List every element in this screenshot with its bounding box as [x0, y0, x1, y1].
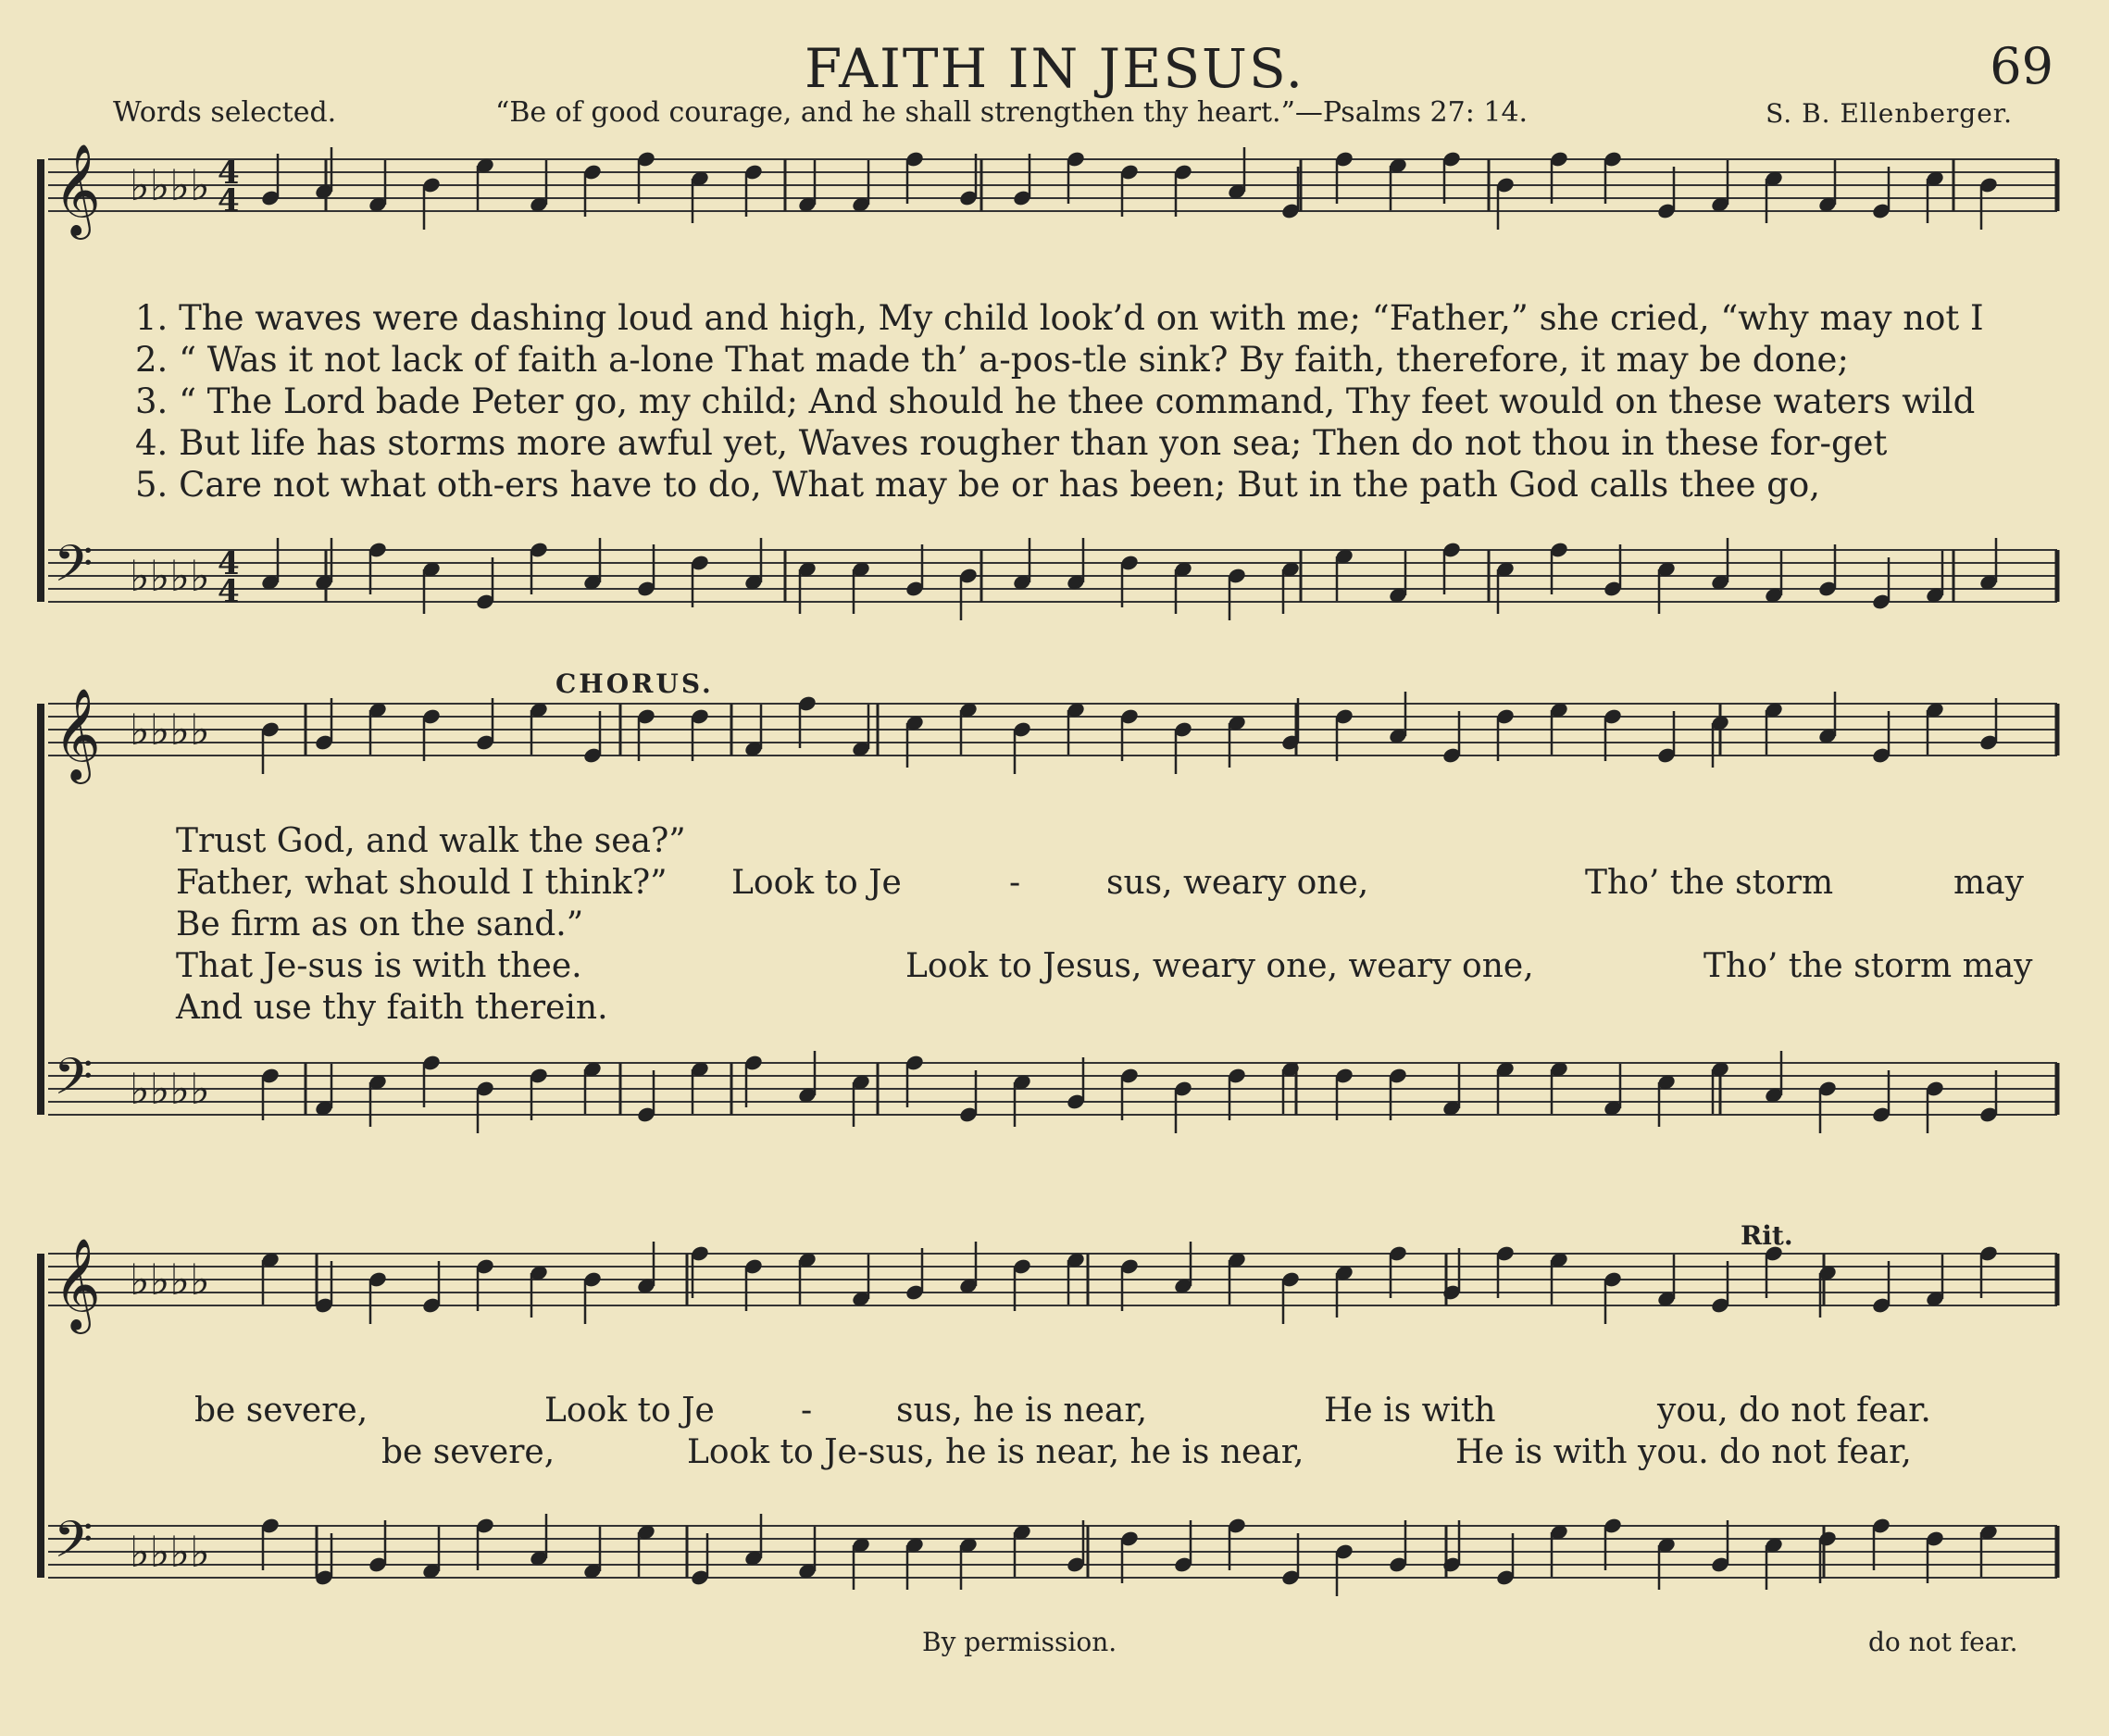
closing-top-lyric: He is with	[1324, 1392, 1496, 1430]
chorus-top-lyric: may	[1953, 864, 2024, 902]
chorus-top-lyric: -	[1009, 864, 1021, 902]
verse-ending-3: Be firm as on the sand.”	[176, 905, 584, 943]
time-signature-icon: 4	[218, 545, 240, 582]
verse-5: 5. Care not what oth-ers have to do, What may be or has been; But in the path God calls thee go,	[135, 465, 1821, 505]
chorus-bottom-lyric: Tho’ the storm may	[1703, 947, 2033, 985]
key-signature-icon: ♭♭♭♭	[130, 551, 210, 601]
bass-clef-icon: 𝄢	[54, 1510, 94, 1581]
page-number: 69	[1990, 37, 2053, 95]
key-signature-icon: ♭♭♭♭	[130, 160, 210, 210]
permission-note: By permission.	[922, 1627, 1117, 1657]
verse-ending-2: Father, what should I think?”	[176, 864, 668, 902]
time-signature-icon: 4	[218, 155, 240, 192]
composer-credit: S. B. Ellenberger.	[1766, 98, 2013, 129]
key-signature-icon: ♭♭♭♭	[130, 1255, 210, 1305]
closing-bottom-lyric: He is with you. do not fear,	[1455, 1433, 1912, 1471]
ritardando-mark: Rit.	[1741, 1220, 1793, 1251]
closing-top-lyric: sus, he is near,	[896, 1392, 1148, 1430]
verse-3: 3. “ The Lord bade Peter go, my child; And should he thee command, Thy feet would on these waters wild	[135, 381, 1976, 421]
treble-clef-icon: 𝄞	[54, 1238, 101, 1330]
time-signature-icon: 4	[218, 573, 240, 610]
verse-ending-5: And use thy faith therein.	[176, 989, 608, 1027]
hymn-title: FAITH IN JESUS.	[804, 37, 1305, 100]
key-signature-icon: ♭♭♭♭	[130, 705, 210, 755]
words-credit: Words selected.	[113, 96, 337, 129]
verse-ending-1: Trust God, and walk the sea?”	[176, 822, 686, 860]
verse-2: 2. “ Was it not lack of faith a-lone That made th’ a-pos-tle sink? By faith, therefore, it may be done;	[135, 340, 1849, 380]
closing-top-lyric: -	[801, 1392, 813, 1430]
verse-4: 4. But life has storms more awful yet, Waves rougher than yon sea; Then do not thou in these for-get	[135, 423, 1888, 463]
chorus-top-lyric: sus, weary one,	[1106, 864, 1369, 902]
chorus-label: CHORUS.	[555, 668, 714, 699]
bass-clef-icon: 𝄢	[54, 534, 94, 606]
key-signature-icon: ♭♭♭♭	[130, 1527, 210, 1577]
closing-top-lyric: be severe,	[194, 1392, 368, 1430]
treble-clef-icon: 𝄞	[54, 144, 101, 236]
chorus-top-lyric: Look to Je	[731, 864, 902, 902]
key-signature-icon: ♭♭♭♭	[130, 1064, 210, 1114]
verse-ending-4: That Je-sus is with thee.	[176, 947, 582, 985]
verse-1: 1. The waves were dashing loud and high, My child look’d on with me; “Father,” she cried, “why may not I	[135, 298, 1984, 338]
closing-top-lyric: Look to Je	[544, 1392, 715, 1430]
bass-clef-icon: 𝄢	[54, 1047, 94, 1118]
closing-bottom-lyric: be severe,	[381, 1433, 555, 1471]
time-signature-icon: 4	[218, 182, 240, 219]
closing-bottom-lyric: Look to Je-sus, he is near, he is near,	[687, 1433, 1304, 1471]
closing-top-lyric: you, do not fear.	[1657, 1392, 1931, 1430]
scripture-quote: “Be of good courage, and he shall strengthen thy heart.”—Psalms 27: 14.	[495, 96, 1529, 129]
chorus-bottom-lyric: Look to Jesus, weary one, weary one,	[905, 947, 1534, 985]
end-note: do not fear.	[1868, 1627, 2018, 1657]
treble-clef-icon: 𝄞	[54, 688, 101, 781]
chorus-top-lyric: Tho’ the storm	[1585, 864, 1834, 902]
